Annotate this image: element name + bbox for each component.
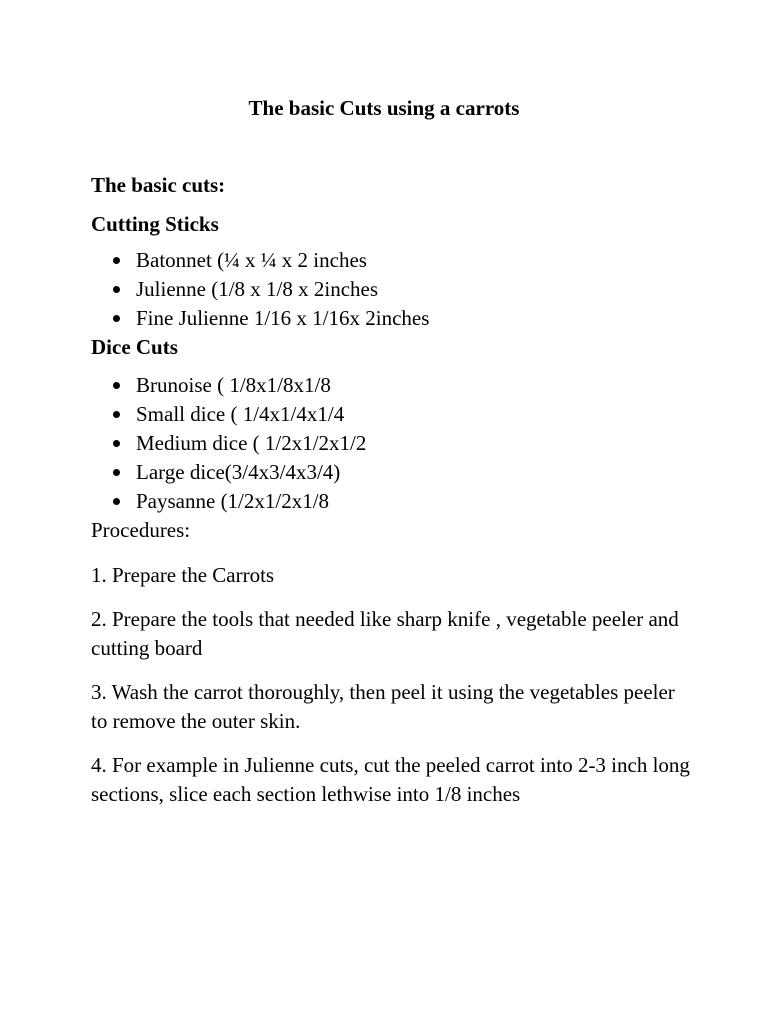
list-item (91, 429, 691, 458)
heading-dice-cuts: Dice Cuts (91, 335, 178, 359)
dice-cuts-list (91, 371, 691, 516)
procedures-label: Procedures: (91, 518, 191, 542)
document-title: The basic Cuts using a carrots (248, 96, 520, 120)
list-item-text: Julienne (1/8 x 1/8 x 2inches (136, 277, 379, 301)
procedure-step-2: 2. Prepare the tools that needed like sharp knife , vegetable peeler and cutting board (91, 607, 679, 660)
list-item-text: Large dice(3/4x3/4x3/4) (136, 460, 341, 484)
bullet-icon (113, 440, 120, 447)
document-body (91, 171, 691, 824)
list-item (91, 371, 691, 400)
list-item-text: Fine Julienne 1/16 x 1/16x 2inches (136, 306, 430, 330)
heading-cutting-sticks: Cutting Sticks (91, 212, 219, 236)
list-item (91, 458, 691, 487)
list-item-text: Small dice ( 1/4x1/4x1/4 (136, 402, 345, 426)
list-item (91, 275, 691, 304)
procedure-step-3: 3. Wash the carrot thoroughly, then peel it using the vegetables peeler to remove the outer skin. (91, 680, 675, 733)
section-heading-basic-cuts: The basic cuts: (91, 173, 226, 197)
procedure-step-1: 1. Prepare the Carrots (91, 563, 275, 587)
list-item-text: Medium dice ( 1/2x1/2x1/2 (136, 431, 367, 455)
list-item-text: Paysanne (1/2x1/2x1/8 (136, 489, 330, 513)
cutting-sticks-list (91, 246, 691, 333)
list-item (91, 487, 691, 516)
bullet-icon (113, 286, 120, 293)
bullet-icon (113, 498, 120, 505)
list-item (91, 246, 691, 275)
list-item-text: Brunoise ( 1/8x1/8x1/8 (136, 373, 331, 397)
list-item-text: Batonnet (¼ x ¼ x 2 inches (136, 248, 367, 272)
list-item (91, 304, 691, 333)
procedure-step-4: 4. For example in Julienne cuts, cut the peeled carrot into 2-3 inch long sections, slice each section lethwise into 1/8 inches (91, 753, 690, 806)
bullet-icon (113, 382, 120, 389)
bullet-icon (113, 315, 120, 322)
bullet-icon (113, 257, 120, 264)
list-item (91, 400, 691, 429)
bullet-icon (113, 469, 120, 476)
bullet-icon (113, 411, 120, 418)
